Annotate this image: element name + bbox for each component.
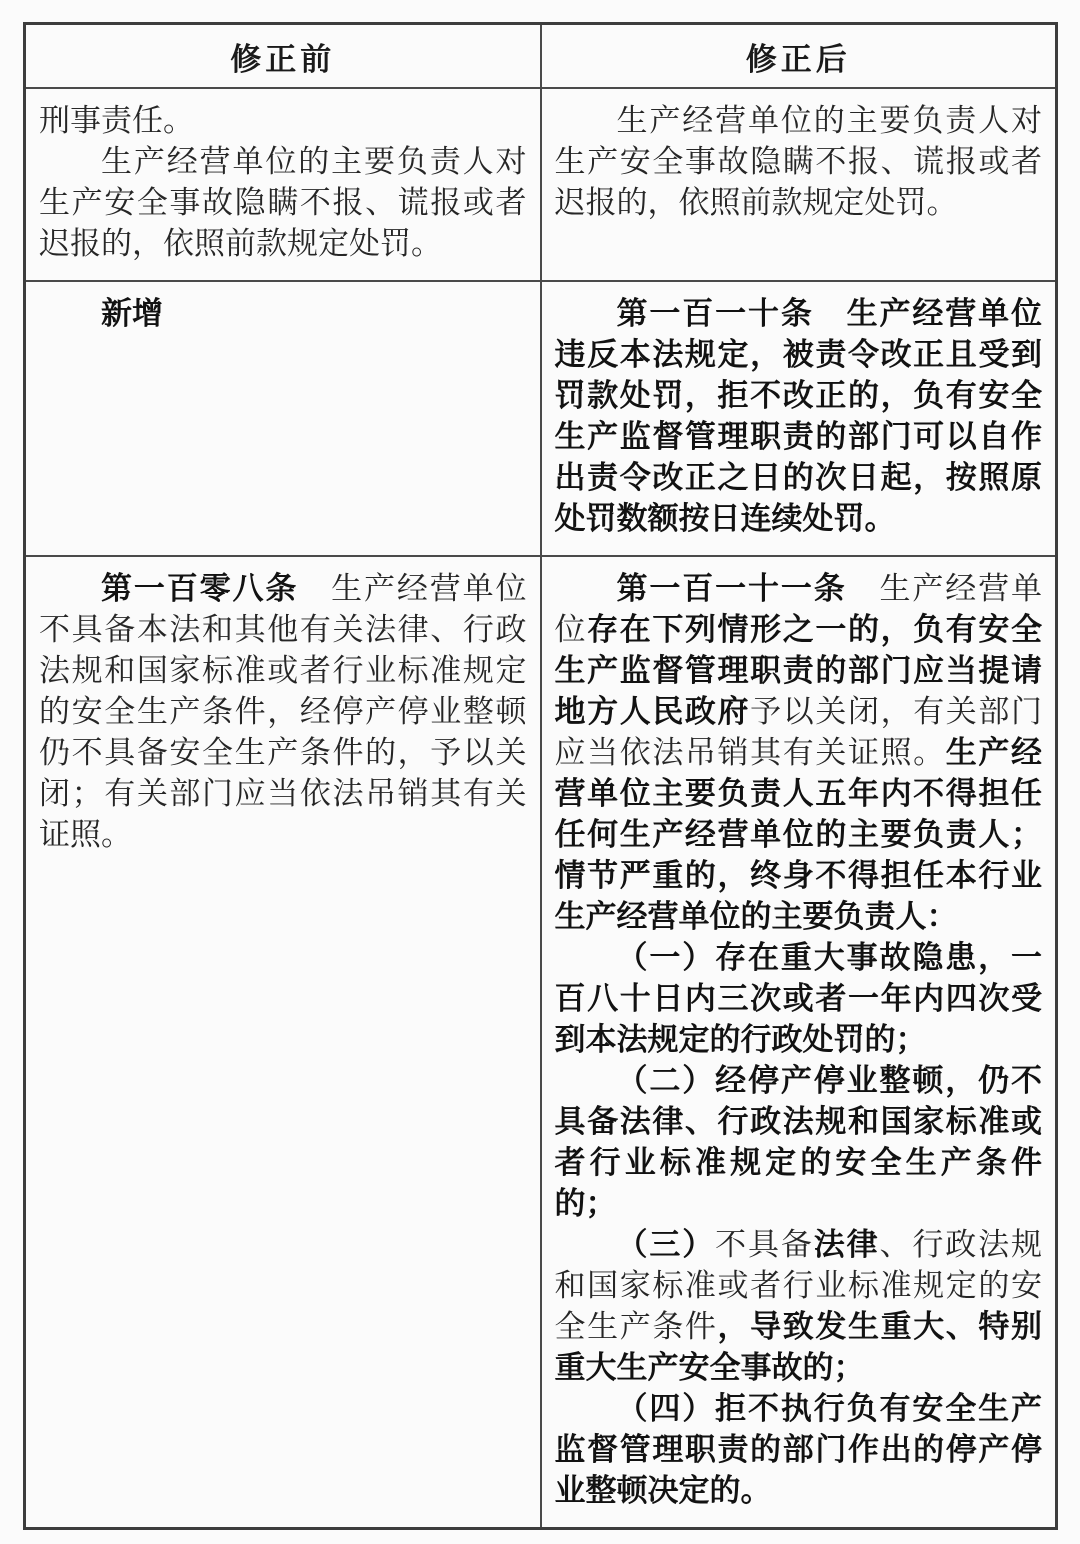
paragraph	[39, 293, 527, 334]
paragraph	[555, 100, 1043, 223]
text-run: 生产经营单位的主要负责人对生产安全事故隐瞒不报、谎报或者迟报的，依照前款规定处罚。	[39, 144, 527, 261]
bold-text-run: 第一百零八条	[101, 571, 299, 606]
bold-text-run: （四）拒不执行负有安全生产监督管理职责的部门作出的停产停业整顿决定的。	[554, 1391, 1042, 1508]
paragraph	[555, 1388, 1043, 1511]
text-run: 不具备	[715, 1227, 814, 1262]
paragraph	[555, 1224, 1043, 1388]
header-row	[25, 24, 1057, 89]
paragraph	[39, 568, 527, 855]
text-run: 刑事责任。	[39, 103, 194, 138]
cell-before	[25, 556, 541, 1529]
cell-before	[25, 281, 541, 556]
paragraph	[39, 100, 527, 141]
paragraph	[555, 937, 1043, 1060]
text-run: 予以关闭，有关部门应当依法吊销其有关证照。	[554, 694, 1043, 770]
bold-text-run: 新增	[101, 296, 163, 331]
cell-before	[25, 88, 541, 281]
bold-text-run: （一）存在重大事故隐患，一百八十日内三次或者一年内四次受到本法规定的行政处罚的；	[554, 940, 1042, 1057]
text-run: 生产经营单位	[554, 571, 1042, 647]
bold-text-run: ，导致发生重大、特别重大生产安全事故的；	[554, 1309, 1043, 1385]
text-run: 生产经营单位不具备本法和其他有关法律、行政法规和国家标准或者行业标准规定的安全生产条件，经停产停业整顿仍不具备安全生产条件的，予以关闭；有关部门应当依法吊销其有关证照。	[39, 571, 527, 852]
bold-text-run: 生产经营单位主要负责人五年内不得担任任何生产经营单位的主要负责人；情节严重的，终身不得担任本行业生产经营单位的主要负责人：	[554, 735, 1043, 934]
table-body	[25, 88, 1057, 1529]
table-row	[25, 281, 1057, 556]
column-header-before: 修正前	[25, 24, 541, 89]
paragraph	[555, 293, 1043, 539]
paragraph	[555, 1060, 1043, 1224]
bold-text-run: 存在下列情形之一的，负有安全生产监督管理职责的部门应当提请地方人民政府	[554, 612, 1043, 729]
column-header-after: 修正后	[541, 24, 1057, 89]
cell-after	[541, 281, 1057, 556]
table-row	[25, 88, 1057, 281]
bold-text-run: 第一百一十一条	[616, 571, 847, 606]
bold-text-run: 第一百一十条 生产经营单位违反本法规定，被责令改正且受到罚款处罚，拒不改正的，负有安全生产监督管理职责的部门可以自作出责令改正之日的次日起，按照原处罚数额按日连续处罚。	[554, 296, 1042, 536]
text-run: 生产经营单位的主要负责人对生产安全事故隐瞒不报、谎报或者迟报的，依照前款规定处罚。	[554, 103, 1042, 220]
bold-text-run: （二）经停产停业整顿，仍不具备法律、行政法规和国家标准或者行业标准规定的安全生产条件的；	[554, 1063, 1042, 1221]
bold-text-run: 法律	[813, 1227, 880, 1262]
cell-after	[541, 556, 1057, 1529]
cell-after	[541, 88, 1057, 281]
table-row	[25, 556, 1057, 1529]
bold-text-run: （三）	[616, 1227, 716, 1262]
paragraph	[39, 141, 527, 264]
paragraph	[555, 568, 1043, 937]
text-run: 、行政法规和国家标准或者行业标准规定的安全生产条件	[554, 1227, 1042, 1344]
comparison-table	[23, 22, 1058, 1530]
